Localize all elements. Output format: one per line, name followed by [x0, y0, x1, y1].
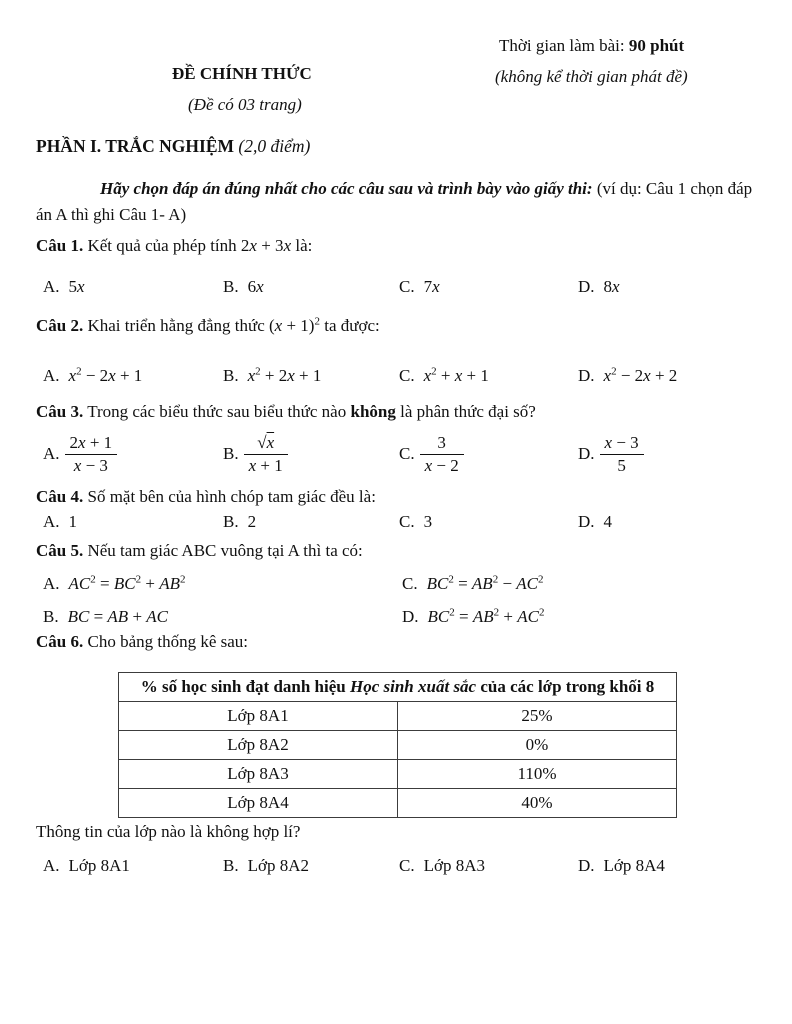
option-label: D. — [578, 277, 595, 296]
option-value: $x^2 + x + 1$ — [423, 365, 489, 385]
option-d — [578, 512, 758, 532]
table-row — [119, 760, 677, 789]
option-value: Lớp 8A4 — [603, 856, 665, 875]
option-value: 4 — [603, 512, 613, 531]
option-value: 5x — [68, 277, 85, 296]
table-row — [119, 731, 677, 760]
time-note: (không kể thời gian phát đề) — [495, 67, 688, 86]
exam-type-label: ĐỀ CHÍNH THỨC — [172, 64, 312, 83]
question-number: Câu 5. — [36, 541, 84, 560]
option-label: C. — [399, 512, 415, 531]
question-6 — [36, 632, 758, 876]
question-number: Câu 3. — [36, 402, 84, 421]
table-title: % số học sinh đạt danh hiệu Học sinh xuất sắc của các lớp trong khối 8 — [119, 673, 677, 702]
options-grid — [36, 574, 758, 627]
time-limit-value: 90 phút — [628, 36, 685, 55]
fraction-numerator: √x — [244, 433, 288, 455]
option-a — [43, 277, 223, 297]
option-b — [223, 433, 399, 475]
question-number: Câu 1. — [36, 236, 84, 255]
question-body: Nếu tam giác ABC vuông tại A thì ta có: — [87, 541, 363, 560]
question-text — [36, 402, 758, 422]
option-b — [223, 512, 399, 532]
option-label: D. — [402, 607, 419, 626]
fraction-denominator: x + 1 — [248, 456, 283, 475]
option-value: $BC^2 = AB^2 + AC^2$ — [427, 606, 545, 626]
option-value: BC = AB + AC — [67, 607, 169, 626]
table-row — [119, 702, 677, 731]
fraction-value — [244, 433, 288, 475]
section-heading — [36, 136, 758, 156]
option-a — [43, 512, 223, 532]
options-row — [36, 366, 758, 386]
table-cell-class: Lớp 8A1 — [119, 702, 398, 731]
question-body: Khai triển hằng đẳng thức $(x + 1)^2$ ta được: — [87, 315, 380, 335]
option-d — [578, 856, 758, 876]
option-c — [399, 512, 578, 532]
option-value: 3 — [423, 512, 433, 531]
question-text — [36, 632, 758, 652]
option-label: A. — [43, 366, 60, 385]
fraction-value — [65, 433, 118, 475]
option-label: B. — [43, 607, 59, 626]
option-value: $x^2 - 2x + 1$ — [68, 365, 143, 385]
question-text — [36, 487, 758, 507]
option-label: B. — [223, 856, 239, 875]
table-cell-value: 110% — [398, 760, 677, 789]
exam-body — [36, 0, 758, 876]
option-a — [43, 366, 223, 386]
option-label: A. — [43, 277, 60, 296]
option-b — [43, 607, 402, 627]
options-row — [36, 856, 758, 876]
option-value: 8x — [603, 277, 620, 296]
table-cell-value: 40% — [398, 789, 677, 818]
fraction-numerator: 2x + 1 — [65, 433, 118, 455]
option-c — [399, 277, 578, 297]
question-4 — [36, 487, 758, 532]
instructions — [36, 176, 758, 228]
question-number: Câu 4. — [36, 487, 84, 506]
fraction-denominator: 5 — [617, 456, 626, 475]
question-1 — [36, 236, 758, 297]
option-label: A. — [43, 574, 60, 593]
option-c — [399, 856, 578, 876]
question-body: Kết quả của phép tính 2x + 3x là: — [87, 236, 313, 255]
option-d — [578, 433, 758, 475]
option-label: B. — [223, 444, 239, 463]
table-cell-value: 0% — [398, 731, 677, 760]
option-label: C. — [399, 444, 415, 463]
option-d — [578, 277, 758, 297]
instructions-lead: Hãy chọn đáp án đúng nhất cho các câu sau và trình bày vào giấy thi: — [100, 179, 593, 198]
fraction-denominator: x − 2 — [424, 456, 459, 475]
option-label: C. — [399, 366, 415, 385]
option-label: B. — [223, 512, 239, 531]
table-cell-class: Lớp 8A2 — [119, 731, 398, 760]
option-c — [399, 366, 578, 386]
option-label: B. — [223, 277, 239, 296]
option-label: B. — [223, 366, 239, 385]
option-value: Lớp 8A3 — [423, 856, 485, 875]
question-body: Số mặt bên của hình chóp tam giác đều là: — [87, 487, 376, 506]
question-body: Cho bảng thống kê sau: — [87, 632, 249, 651]
option-c — [399, 433, 578, 475]
options-row — [36, 277, 758, 297]
option-value: Lớp 8A2 — [247, 856, 309, 875]
fraction-numerator: 3 — [420, 433, 464, 455]
option-b — [223, 856, 399, 876]
option-b — [223, 277, 399, 297]
option-value: 7x — [423, 277, 440, 296]
option-label: A. — [43, 856, 60, 875]
option-value: $x^2 + 2x + 1$ — [247, 365, 322, 385]
fraction-value — [420, 433, 464, 475]
fraction-numerator: x − 3 — [600, 433, 644, 455]
option-label: D. — [578, 366, 595, 385]
question-number: Câu 6. — [36, 632, 84, 651]
option-b — [223, 366, 399, 386]
question-5 — [36, 541, 758, 627]
options-row — [36, 512, 758, 532]
post-question-text: Thông tin của lớp nào là không hợp lí? — [36, 822, 301, 841]
option-label: D. — [578, 856, 595, 875]
pages-note: (Đề có 03 trang) — [188, 95, 302, 114]
option-label: C. — [399, 277, 415, 296]
option-label: A. — [43, 512, 60, 531]
statistics-table — [118, 672, 677, 818]
question-text — [36, 314, 758, 338]
option-a — [43, 856, 223, 876]
instructions-example: (ví dụ: Câu 1 chọn đáp án A thì ghi Câu 1- A) — [36, 179, 753, 224]
option-value: $AC^2 = BC^2 + AB^2$ — [68, 573, 186, 593]
option-value: 6x — [247, 277, 264, 296]
question-number: Câu 2. — [36, 316, 84, 335]
option-label: C. — [399, 856, 415, 875]
table-cell-class: Lớp 8A4 — [119, 789, 398, 818]
table-cell-class: Lớp 8A3 — [119, 760, 398, 789]
option-label: D. — [578, 444, 595, 463]
question-text — [36, 236, 758, 256]
question-2 — [36, 314, 758, 386]
question-3 — [36, 402, 758, 478]
option-label: D. — [578, 512, 595, 531]
option-value: $BC^2 = AB^2 - AC^2$ — [426, 573, 544, 593]
option-value: Lớp 8A1 — [68, 856, 130, 875]
time-limit-label: Thời gian làm bài: — [499, 36, 629, 55]
option-a — [43, 574, 402, 594]
question-text — [36, 541, 758, 561]
table-row — [119, 789, 677, 818]
table-cell-value: 25% — [398, 702, 677, 731]
section-title: PHẦN I. TRẮC NGHIỆM — [36, 136, 235, 156]
option-value: $x^2 - 2x + 2$ — [603, 365, 678, 385]
section-points: (2,0 điểm) — [234, 136, 311, 156]
option-value: 2 — [247, 512, 257, 531]
sqrt-symbol: √ — [257, 433, 267, 452]
fraction-denominator: x − 3 — [73, 456, 108, 475]
option-d — [402, 607, 758, 627]
option-label: A. — [43, 444, 60, 463]
question-body: Trong các biểu thức sau biểu thức nào không là phân thức đại số? — [87, 402, 536, 421]
option-a — [43, 433, 223, 475]
table-title-row — [119, 673, 677, 702]
option-c — [402, 574, 758, 594]
fraction-value — [600, 433, 644, 475]
option-d — [578, 366, 758, 386]
options-row — [36, 430, 758, 478]
option-label: C. — [402, 574, 418, 593]
option-value: 1 — [68, 512, 78, 531]
